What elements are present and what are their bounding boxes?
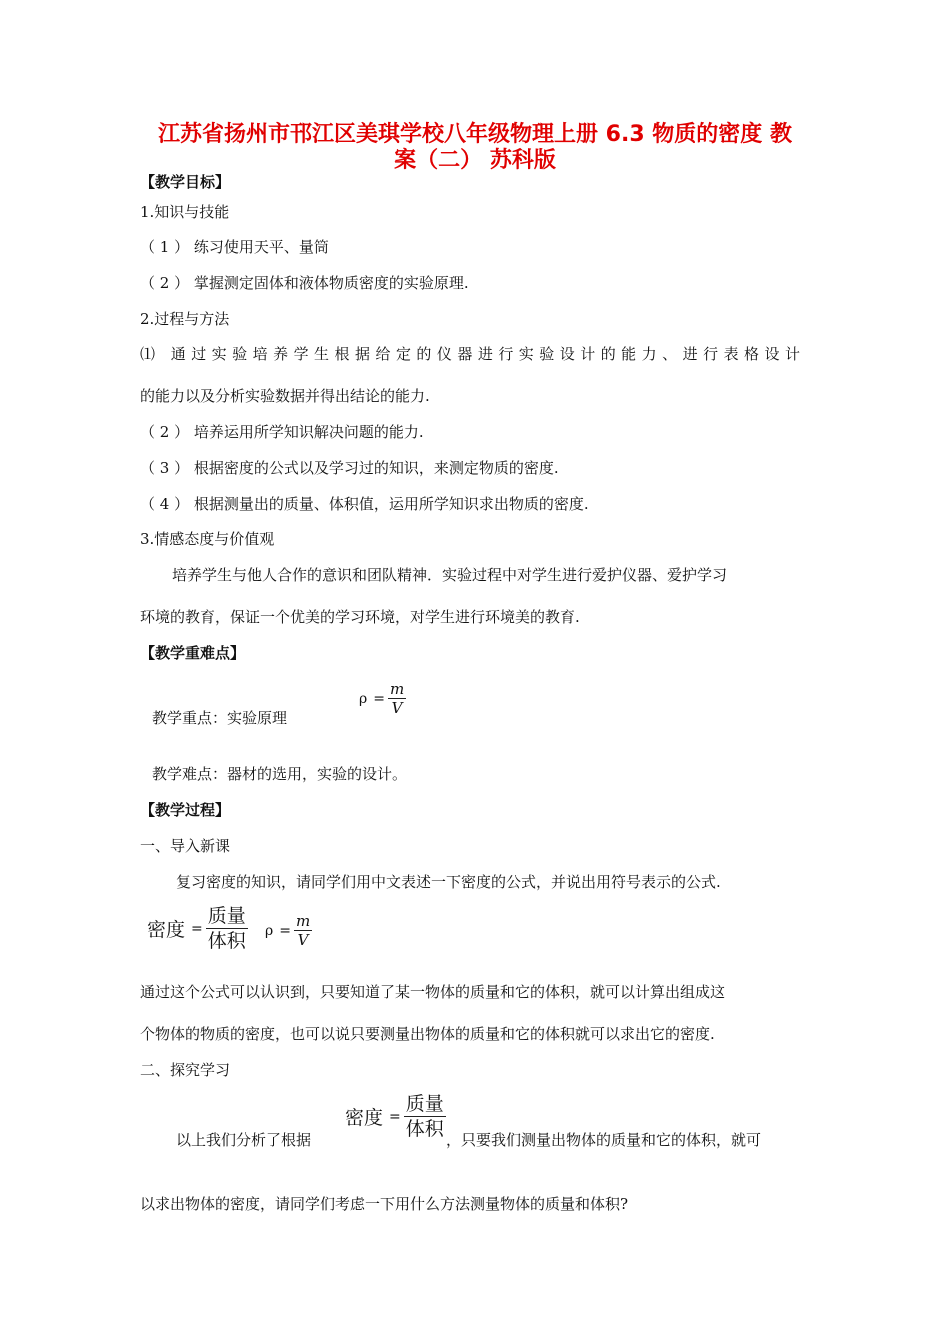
- key-points-heading: 【教学重难点】: [140, 644, 246, 662]
- density-formula-chinese: [144, 904, 248, 953]
- equals-sign-2: =: [279, 922, 291, 939]
- denominator-v-2: V: [297, 931, 309, 949]
- equals-sign: =: [373, 690, 385, 707]
- equals-sign-cn: =: [191, 920, 203, 937]
- item-process-method: 2.过程与方法: [140, 310, 230, 328]
- fraction-mass-over-volume: [206, 904, 248, 953]
- document-title-line1: 江苏省扬州市邗江区美琪学校八年级物理上册 6.3 物质的密度 教: [158, 122, 792, 147]
- density-cn-label-inline: 密度: [345, 1107, 384, 1129]
- numerator-m-2: m: [295, 912, 311, 930]
- density-formula-chinese-inline: [342, 1092, 446, 1141]
- density-formula-symbolic-2: [262, 912, 312, 949]
- part2-heading: 二、探究学习: [140, 1061, 231, 1079]
- part1-paragraph-line2: 个物体的物质的密度，也可以说只要测量出物体的质量和它的体积就可以求出它的密度.: [140, 1025, 715, 1043]
- item-2-2: （ 2 ） 培养运用所学知识解决问题的能力.: [140, 423, 424, 441]
- item-attitude-values: 3.情感态度与价值观: [140, 530, 275, 548]
- item-3-line2: 环境的教育，保证一个优美的学习环境，对学生进行环境美的教育.: [140, 608, 580, 626]
- numerator-mass: 质量: [207, 905, 246, 927]
- item-1-1: （ 1 ） 练习使用天平、量筒: [140, 238, 329, 256]
- density-formula-symbolic-1: [356, 680, 406, 717]
- item-2-4: （ 4 ） 根据测量出的质量、体积值，运用所学知识求出物质的密度.: [140, 495, 589, 513]
- item-2-1-line2: 的能力以及分析实验数据并得出结论的能力.: [140, 387, 430, 405]
- rho-symbol-2: ρ: [265, 922, 274, 939]
- document-title-line2: 案（二） 苏科版: [394, 148, 556, 173]
- rho-symbol: ρ: [359, 690, 368, 707]
- equals-sign-inline: =: [389, 1108, 401, 1125]
- item-1-2: （ 2 ） 掌握测定固体和液体物质密度的实验原理.: [140, 274, 469, 292]
- part1-paragraph-line1: 通过这个公式可以认识到，只要知道了某一物体的质量和它的体积，就可以计算出组成这: [140, 983, 726, 1001]
- part2-text-after-formula: ，只要我们测量出物体的质量和它的体积，就可: [446, 1131, 762, 1149]
- item-3-line1: 培养学生与他人合作的意识和团队精神．实验过程中对学生进行爱护仪器、爱护学习: [172, 566, 728, 584]
- denominator-v: V: [391, 699, 403, 717]
- item-2-3: （ 3 ） 根据密度的公式以及学习过的知识，来测定物质的密度.: [140, 459, 559, 477]
- part1-heading: 一、导入新课: [140, 837, 231, 855]
- key-point-text: 教学重点：实验原理: [152, 709, 288, 727]
- objectives-heading: 【教学目标】: [140, 173, 231, 191]
- difficult-point-text: 教学难点：器材的选用，实验的设计。: [152, 765, 408, 783]
- item-2-1-line1: ⑴ 通过实验培养学生根据给定的仪器进行实验设计的能力、进行表格设计: [140, 345, 802, 363]
- teaching-process-heading: 【教学过程】: [140, 801, 231, 819]
- part1-text: 复习密度的知识，请同学们用中文表述一下密度的公式，并说出用符号表示的公式.: [176, 873, 721, 891]
- fraction-m-over-v: [388, 680, 406, 717]
- density-cn-label: 密度: [147, 919, 186, 941]
- denominator-volume: 体积: [207, 930, 246, 952]
- fraction-m-over-v-2: [294, 912, 312, 949]
- numerator-m: m: [389, 680, 405, 698]
- part2-text-before-formula: 以上我们分析了根据: [176, 1131, 312, 1149]
- item-knowledge-skills: 1.知识与技能: [140, 203, 230, 221]
- fraction-mass-over-volume-inline: [404, 1092, 446, 1141]
- denominator-volume-inline: 体积: [405, 1118, 444, 1140]
- numerator-mass-inline: 质量: [405, 1093, 444, 1115]
- part2-paragraph-line2: 以求出物体的密度，请同学们考虑一下用什么方法测量物体的质量和体积?: [140, 1195, 629, 1213]
